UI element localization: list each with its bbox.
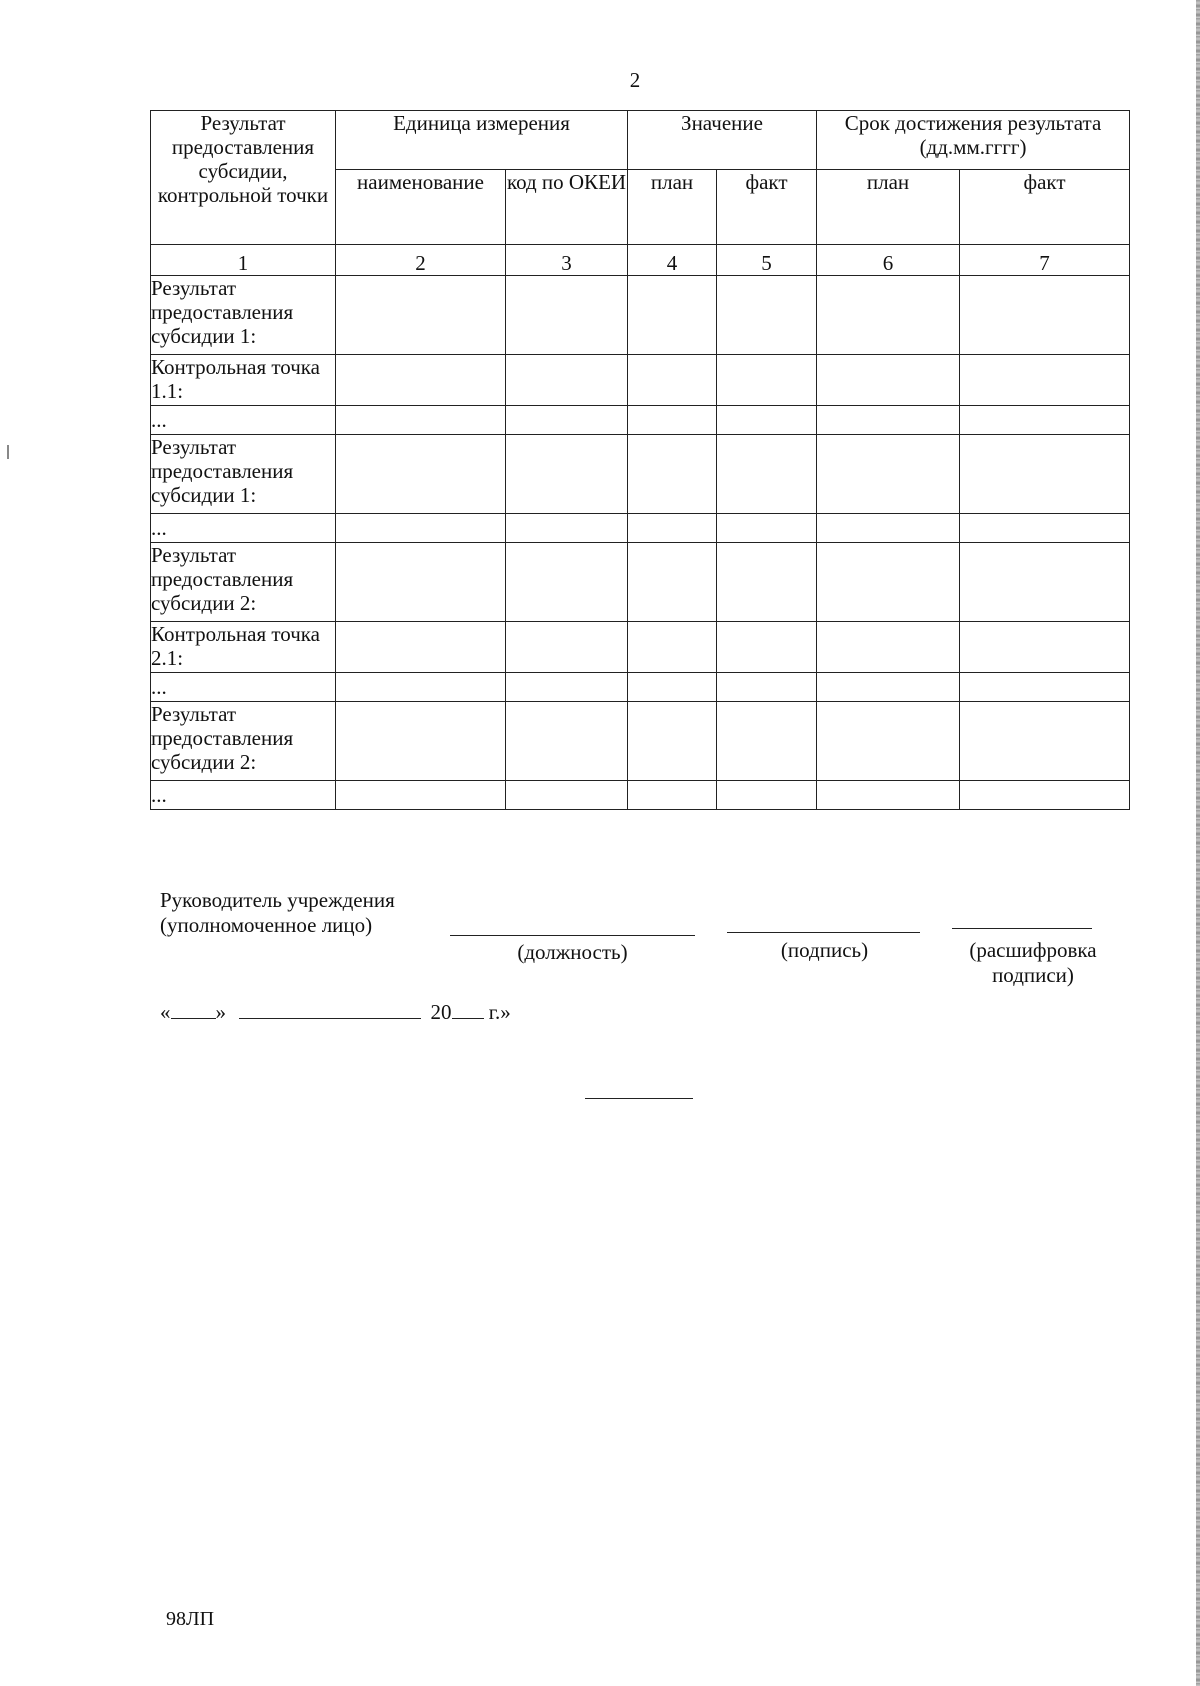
header-unit-group: Единица измерения — [336, 111, 628, 170]
table-row — [151, 673, 1130, 702]
signature-head-line1: Руководитель учреждения — [160, 888, 395, 912]
table-cell — [336, 622, 506, 673]
column-number: 2 — [336, 245, 506, 276]
signature-line — [727, 932, 920, 933]
table-row — [151, 622, 1130, 673]
column-number: 5 — [717, 245, 817, 276]
table-cell — [817, 622, 960, 673]
header-result-column: Результат предоставления субсидии, контрольной точки — [151, 111, 336, 245]
table-cell — [960, 406, 1130, 435]
date-open-quote: « — [160, 1000, 171, 1024]
table-cell — [336, 435, 506, 514]
table-cell — [960, 622, 1130, 673]
table-cell — [506, 622, 628, 673]
table-row — [151, 276, 1130, 355]
table-row — [151, 355, 1130, 406]
table-row — [151, 702, 1130, 781]
column-number: 1 — [151, 245, 336, 276]
table-cell — [506, 406, 628, 435]
column-number: 3 — [506, 245, 628, 276]
table-cell — [717, 673, 817, 702]
scan-right-edge — [1196, 0, 1200, 1686]
table-cell — [817, 543, 960, 622]
table-cell — [336, 543, 506, 622]
year-suffix: г.» — [488, 1000, 511, 1024]
column-number: 4 — [628, 245, 717, 276]
table-cell — [960, 276, 1130, 355]
table-cell — [817, 514, 960, 543]
column-number-row — [151, 245, 1130, 276]
table-cell — [960, 355, 1130, 406]
table-cell — [960, 673, 1130, 702]
table-cell — [628, 514, 717, 543]
page-number: 2 — [629, 68, 641, 92]
table-cell — [817, 435, 960, 514]
table-cell — [817, 673, 960, 702]
table-cell — [506, 781, 628, 810]
table-cell — [506, 673, 628, 702]
table-cell — [336, 406, 506, 435]
table-cell — [506, 435, 628, 514]
row-label: Результат предоставления субсидии 2: — [151, 543, 336, 622]
table-cell — [506, 514, 628, 543]
table-cell — [506, 543, 628, 622]
table-cell — [960, 702, 1130, 781]
table-cell — [960, 543, 1130, 622]
table-cell — [628, 781, 717, 810]
header-deadline-plan: план — [817, 170, 960, 245]
table-cell — [960, 514, 1130, 543]
footer-code: 98ЛП — [166, 1608, 215, 1630]
table-cell — [336, 514, 506, 543]
table-cell — [506, 702, 628, 781]
table-cell — [817, 781, 960, 810]
header-unit-code: код по ОКЕИ — [506, 170, 628, 245]
year-prefix: 20 — [430, 1000, 452, 1024]
table-cell — [336, 702, 506, 781]
column-number: 6 — [817, 245, 960, 276]
table-cell — [717, 622, 817, 673]
month-blank — [239, 1000, 421, 1019]
decoding-line — [952, 928, 1092, 929]
header-row-groups — [151, 111, 1130, 170]
end-of-document-rule — [585, 1098, 693, 1099]
header-unit-name: наименование — [336, 170, 506, 245]
header-deadline-fact: факт — [960, 170, 1130, 245]
decoding-caption: (расшифровка подписи) — [969, 938, 1097, 987]
column-number: 7 — [960, 245, 1130, 276]
table-row — [151, 406, 1130, 435]
table-cell — [717, 435, 817, 514]
table-row — [151, 781, 1130, 810]
table-cell — [628, 673, 717, 702]
table-cell — [506, 276, 628, 355]
position-line — [450, 935, 695, 936]
table-cell — [817, 702, 960, 781]
date-line — [160, 1000, 511, 1025]
table-cell — [717, 514, 817, 543]
table-cell — [717, 781, 817, 810]
table-cell — [336, 355, 506, 406]
table-row — [151, 543, 1130, 622]
row-label: ... — [151, 781, 336, 810]
position-caption: (должность) — [517, 940, 628, 964]
header-value-fact: факт — [717, 170, 817, 245]
row-label: Результат предоставления субсидии 1: — [151, 276, 336, 355]
row-label: Результат предоставления субсидии 1: — [151, 435, 336, 514]
report-table — [150, 110, 1130, 810]
row-label: ... — [151, 514, 336, 543]
table-cell — [817, 406, 960, 435]
table-cell — [628, 543, 717, 622]
date-close-quote: » — [215, 1000, 226, 1024]
table-row — [151, 514, 1130, 543]
table-cell — [506, 355, 628, 406]
header-value-plan: план — [628, 170, 717, 245]
table-cell — [336, 276, 506, 355]
table-cell — [336, 673, 506, 702]
table-cell — [717, 276, 817, 355]
table-cell — [717, 702, 817, 781]
row-label: Контрольная точка 2.1: — [151, 622, 336, 673]
row-label: Результат предоставления субсидии 2: — [151, 702, 336, 781]
table-cell — [628, 435, 717, 514]
table-cell — [717, 355, 817, 406]
day-blank — [171, 1000, 216, 1019]
table-cell — [717, 543, 817, 622]
table-cell — [817, 355, 960, 406]
table-cell — [628, 406, 717, 435]
header-deadline-group: Срок достижения результата (дд.мм.гггг) — [817, 111, 1130, 170]
signature-head-line2: (уполномоченное лицо) — [160, 913, 373, 937]
table-cell — [628, 355, 717, 406]
row-label: ... — [151, 406, 336, 435]
table-row — [151, 435, 1130, 514]
row-label: ... — [151, 673, 336, 702]
table-cell — [960, 781, 1130, 810]
table-cell — [336, 781, 506, 810]
table-cell — [817, 276, 960, 355]
table-cell — [717, 406, 817, 435]
year-blank — [452, 1000, 484, 1019]
table-cell — [628, 702, 717, 781]
header-value-group: Значение — [628, 111, 817, 170]
signature-caption: (подпись) — [780, 938, 869, 962]
table-cell — [628, 622, 717, 673]
table-cell — [960, 435, 1130, 514]
row-label: Контрольная точка 1.1: — [151, 355, 336, 406]
table-cell — [628, 276, 717, 355]
scan-speck — [7, 445, 9, 459]
signature-head-label — [160, 888, 395, 938]
